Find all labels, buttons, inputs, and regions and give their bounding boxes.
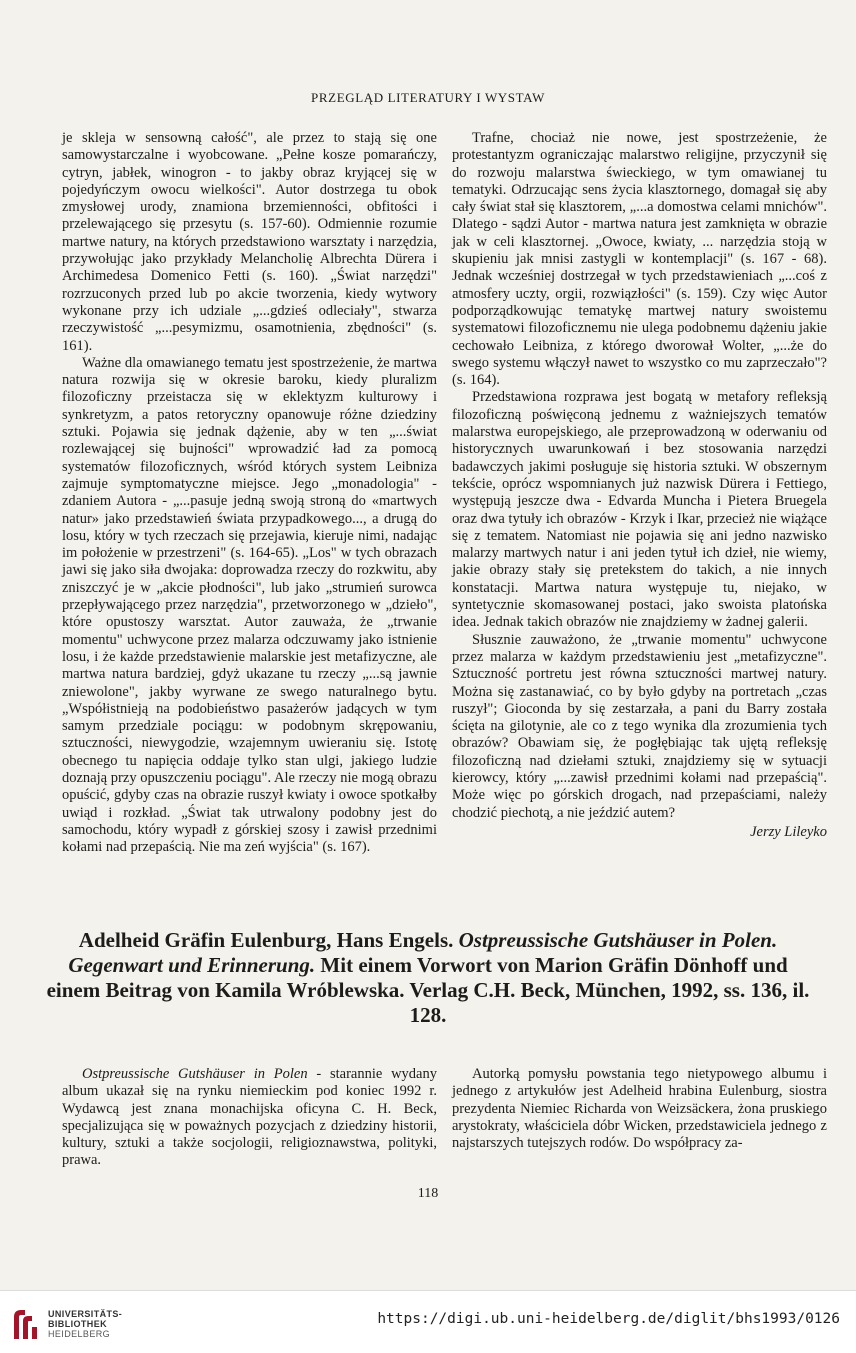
paragraph: Przedstawiona rozprawa jest bogatą w metafory refleksją filozoficzną poświęconą jednemu z ważniejszych tematów malarstwa europejskiego, ale przeprowadzoną w oderwaniu od historycznych uwarunkowań i bez stosowania narzędzi badawczych jakimi posługuje się historia sztuki. W obszernym tekście, oprócz wspomnianych już nazwisk Dürera i Fettiego, występują jeszcze dwa - Edvarda Muncha i Pietera Bruegela oraz dwa tytuły ich obrazów - Krzyk i Ikar, przecież nie wiążące się z tematem. Natomiast nie pojawia się ani jedno nazwisko malarzy martwych natur i ani jeden tytuł ich dzieł, nie wiemy, jakie obrazy stały się pretekstem do takich, a nie innych konstatacji. Martwa natura występuje tu, niejako, w syntetycznie skomasowanej postaci, jako swoista platońska idea. Jednak takich obrazów nie znajdziemy w żadnej galerii. <box>452 389 827 631</box>
left-column <box>62 130 437 856</box>
document-url-link[interactable]: https://digi.ub.uni-heidelberg.de/diglit/bhs1993/0126 <box>377 1311 840 1327</box>
paragraph: Ważne dla omawianego tematu jest spostrzeżenie, że martwa natura rozwija się w okresie baroku, kiedy pluralizm filozoficzny przeistacza się w eklektyzm kulturowy i synkretyzm, a patos retoryczny opanowuje różne dziedziny sztuki. Pojawia się jednak dążenie, aby w ten „...świat rozlewającej się bujności" wprowadzić ład za pomocą systematów filozoficznych, wśród których system Leibniza zajmuje symptomatyczne miejsce. Jego „monadologia" - zdaniem Autora - „...pasuje jedną swoją stroną do «martwych natur» jako przedstawień świata przypadkowego..., a drugą do losu, który w tych rzeczach się przejawia, kieruje nimi, nadając im położenie w przestrzeni" (s. 164-65). „Los" w tych obrazach jawi się jako siła dwojaka: doprowadza rzeczy do rozkwitu, aby zniszczyć je w „akcie płodności", lub jako „strumień surowca przepływającego przez narzędzia", przetworzonego w „dzieło", które opustoszy warsztat. Autor zauważa, że „trwanie momentu" uchwycone przez malarza odczuwamy jako istnienie losu, i że każde przedstawienie malarskie jest metafizyczne, ale martwa natura bardziej, gdyż ukazane tu rzeczy „...są jawnie zniewolone", jakby wyrwane ze swego naturalnego bytu. „Współistnieją na podobieństwo pasażerów jadących w tym samym przedziale pociągu: w podobnym skrępowaniu, sztuczności, niewygodzie, wzajemnym uwieraniu się. Istotę obecnego tu napięcia oddaje tylko stan ulgi, jakiego ludzie doznają przy opuszczeniu pociągu". Ale rzeczy nie mogą obrazu opuścić, gdyby czas na obrazie ruszył kwiaty i owoce spotkałby uwiąd i rozkład. „Świat tak utrwalony podobny jest do samochodu, który wypadł z górskiej szosy i zawisł przednimi kołami nad przepaścią. Nie ma zeń wyjścia" (s. 167). <box>62 354 437 856</box>
review-left-column <box>62 1066 437 1170</box>
paragraph: Autorką pomysłu powstania tego nietypowego albumu i jednego z artykułów jest Adelheid hrabina Eulenburg, siostra prezydenta Niemiec Richarda von Weizsäckera, żona pruskiego arystokraty, właściciela dóbr Wicken, przedstawiciela jednego z najstarszych tutejszych rodów. Do współpracy za- <box>452 1066 827 1152</box>
heading-title: Ostpreussische Gutshäuser in Polen. Gegenwart und Erinnerung. <box>68 928 778 977</box>
library-logo-text[interactable] <box>48 1309 122 1339</box>
author-signature: Jerzy Lileyko <box>750 823 827 840</box>
paragraph: Słusznie zauważono, że „trwanie momentu" uchwycone przez malarza w każdym przedstawieniu jest „metafizyczne". Sztuczność portretu jest równa sztuczności martwej natury. Można się zastanawiać, co by było gdyby na portretach „czas ruszył"; Gioconda by się zestarzała, a pani du Barry została ścięta na gilotynie, ale co z tego wynika dla zrozumienia tych obrazów? Obawiam się, że pogłębiając tak ujętą refleksję filozoficzną nad dziełami sztuki, znajdziemy się w sytuacji kierowcy, który „...zawisł przednimi kołami nad przepaścią". Może więc po górskich drogach, nad przepaściami, należy chodzić piechotą, a nie jeździć autem? <box>452 631 827 821</box>
paragraph: je skleja w sensowną całość", ale przez to stają się one samowystarczalne i wyobcowane. „Pełne kosze pomarańczy, cytryn, jabłek, winogron - to jakby obraz kryjącej się w pojedyńczym owocu wielkości". Autor dostrzega tu obok zmysłowej urody, znamiona brzemienności, obfitości i przelewającego się przesytu (s. 157-60). Odmiennie rozumie martwe natury, na których przedstawiono warsztaty i narzędzia, przywołując jako przykłady Melancholię Albrechta Dürera i Archimedesa Domenico Fetti (s. 160). „Świat narzędzi" rozrzuconych przed lub po akcie tworzenia, kiedy wytwory wykonane przy ich udziale „...gdzieś odleciały", stwarza rzeczywistość „...pesymizmu, osamotnienia, zbędności" (s. 161). <box>62 130 437 354</box>
book-review-heading <box>40 928 816 1028</box>
paragraph <box>62 1066 437 1170</box>
heading-details: Mit einem Vorwort von Marion Gräfin Dönhoff und einem Beitrag von Kamila Wróblewska. Verlag C.H. Beck, München, 1992, ss. 136, il. 128. <box>46 953 810 1027</box>
library-logo-icon[interactable] <box>10 1307 40 1341</box>
viewer-footer <box>0 1290 856 1353</box>
logo-line: HEIDELBERG <box>48 1329 111 1339</box>
heading-authors: Adelheid Gräfin Eulenburg, Hans Engels. <box>78 928 459 952</box>
logo-line: UNIVERSITÄTS- <box>48 1309 123 1319</box>
page-number: 118 <box>417 1186 439 1201</box>
album-title: Ostpreussische Gutshäuser in Polen <box>82 1066 308 1082</box>
paragraph: Trafne, chociaż nie nowe, jest spostrzeżenie, że protestantyzm ograniczając malarstwo religijne, przyczynił się do rozwoju malarstwa świeckiego, w tym omawianej tu tematyki. Odrzucając sens życia klasztornego, domagał się aby cały świat stał się klasztorem, „...a domostwa celami mnichów". Dlatego - sądzi Autor - martwa natura jest zamknięta w obrazie jak w celi klasztornej. „Owoce, kwiaty, ... narzędzia stoją w skupieniu jak mnisi zastygli w kontemplacji" (s. 167 - 68). Jednak wcześniej dostrzegał w tych przedstawieniach „...coś z atmosfery uczty, orgii, rozwiązłości" (s. 159). Czy więc Autor podporządkowując tematykę martwej natury swoistemu systematowi filozoficznemu nie ulega podobnemu dążeniu jakie cechowało Leibniza, z którego dworował Wolter, „...że do swego systemu włączył nawet to wszystko co mu zaprzeczało"? (s. 164). <box>452 130 827 389</box>
right-column <box>452 130 827 841</box>
paragraph-text: - starannie wydany album ukazał się na rynku niemieckim pod koniec 1992 r. Wydawcą jest znana monachijska oficyna C. H. Beck, specjalizująca się w poważnych pozycjach z dziedziny historii, kultury, sztuki a także socjologii, religioznawstwa, polityki, prawa. <box>62 1066 437 1169</box>
review-right-column <box>452 1066 827 1152</box>
logo-line: BIBLIOTHEK <box>48 1319 107 1329</box>
running-head: PRZEGLĄD LITERATURY I WYSTAW <box>311 90 545 105</box>
